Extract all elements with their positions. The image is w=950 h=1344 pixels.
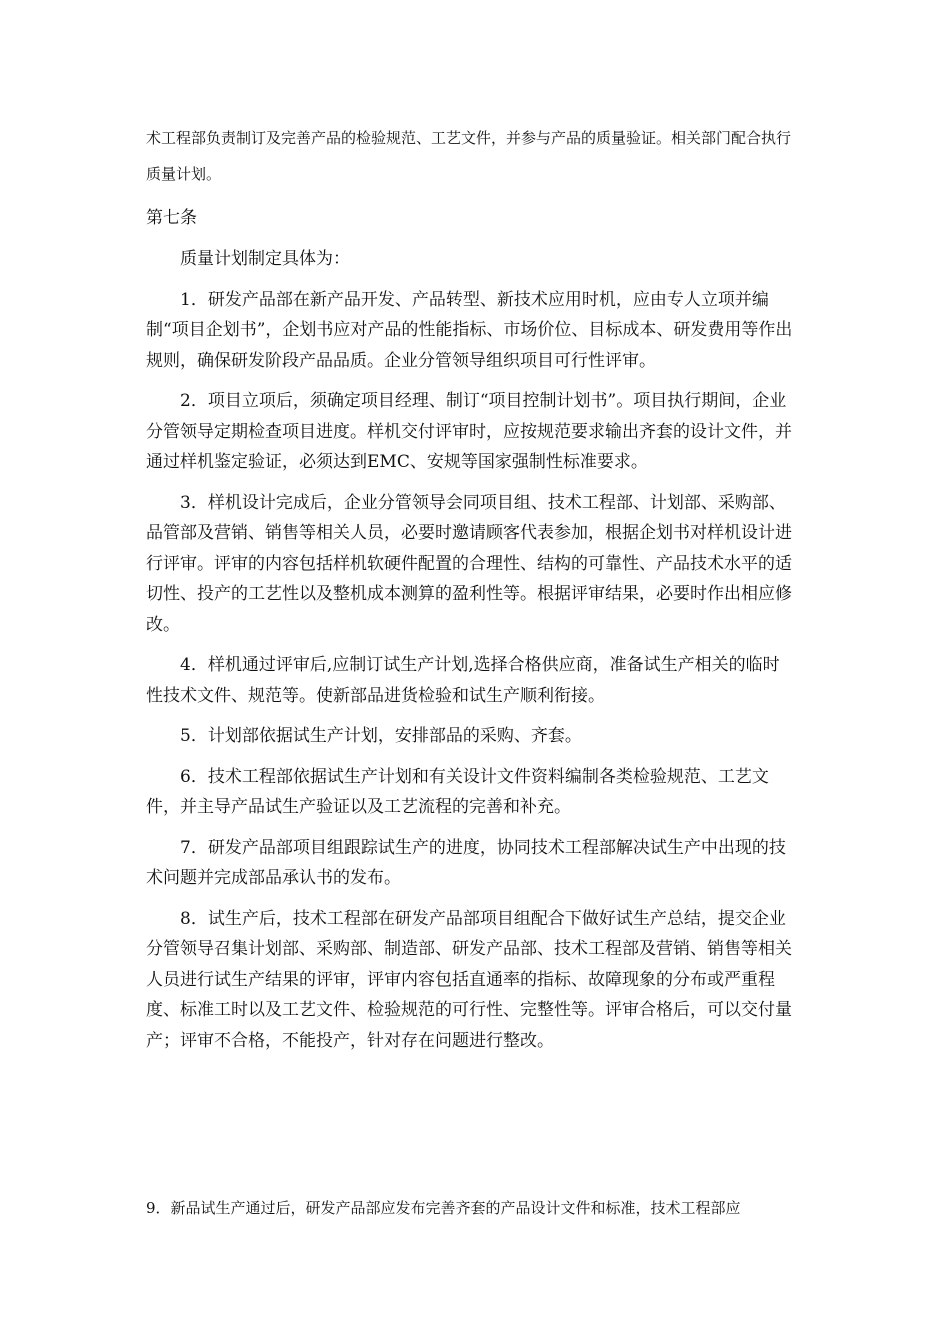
list-item: 2．项目立项后，须确定项目经理、制订“项目控制计划书”。项目执行期间，企业分管领导定期检查项目进度。样机交付评审时，应按规范要求输出齐套的设计文件，并通过样机鉴定验证，必须达到EMC、安规等国家强制性标准要求。: [146, 391, 792, 472]
list-item: 5．计划部依据试生产计划，安排部品的采购、齐套。: [180, 726, 582, 746]
intro-paragraph: 术工程部负责制订及完善产品的检验规范、工艺文件，并参与产品的质量验证。相关部门配合执行质量计划。: [146, 129, 792, 183]
article-body: [146, 244, 796, 1066]
article-heading: 第七条: [146, 208, 197, 228]
list-item: 3．样机设计完成后，企业分管领导会同项目组、技术工程部、计划部、采购部、品管部及营销、销售等相关人员，必要时邀请顾客代表参加，根据企划书对样机设计进行评审。评审的内容包括样机软硬件配置的合理性、结构的可靠性、产品技术水平的适切性、投产的工艺性以及整机成本测算的盈利性等。根据评审结果，必要时作出相应修改。: [146, 492, 792, 635]
closing-line: 9．新品试生产通过后，研发产品部应发布完善齐套的产品设计文件和标准，技术工程部应: [146, 1199, 741, 1217]
lead-in-paragraph: 质量计划制定具体为：: [180, 249, 350, 269]
list-item: 8．试生产后，技术工程部在研发产品部项目组配合下做好试生产总结，提交企业分管领导召集计划部、采购部、制造部、研发产品部、技术工程部及营销、销售等相关人员进行试生产结果的评审，评审内容包括直通率的指标、故障现象的分布或严重程度、标准工时以及工艺文件、检验规范的可行性、完整性等。评审合格后，可以交付量产；评审不合格，不能投产，针对存在问题进行整改。: [146, 908, 792, 1051]
list-item: 1．研发产品部在新产品开发、产品转型、新技术应用时机，应由专人立项并编制“项目企划书”，企划书应对产品的性能指标、市场价位、目标成本、研发费用等作出规则，确保研发阶段产品品质。企业分管领导组织项目可行性评审。: [146, 289, 793, 371]
list-item: 7．研发产品部项目组跟踪试生产的进度，协同技术工程部解决试生产中出现的技术问题并完成部品承认书的发布。: [146, 837, 786, 888]
list-item: 6．技术工程部依据试生产计划和有关设计文件资料编制各类检验规范、工艺文件，并主导产品试生产验证以及工艺流程的完善和补充。: [146, 766, 769, 817]
list-item: 4．样机通过评审后,应制订试生产计划,选择合格供应商，准备试生产相关的临时性技术文件、规范等。使新部品进货检验和试生产顺利衔接。: [146, 655, 780, 706]
